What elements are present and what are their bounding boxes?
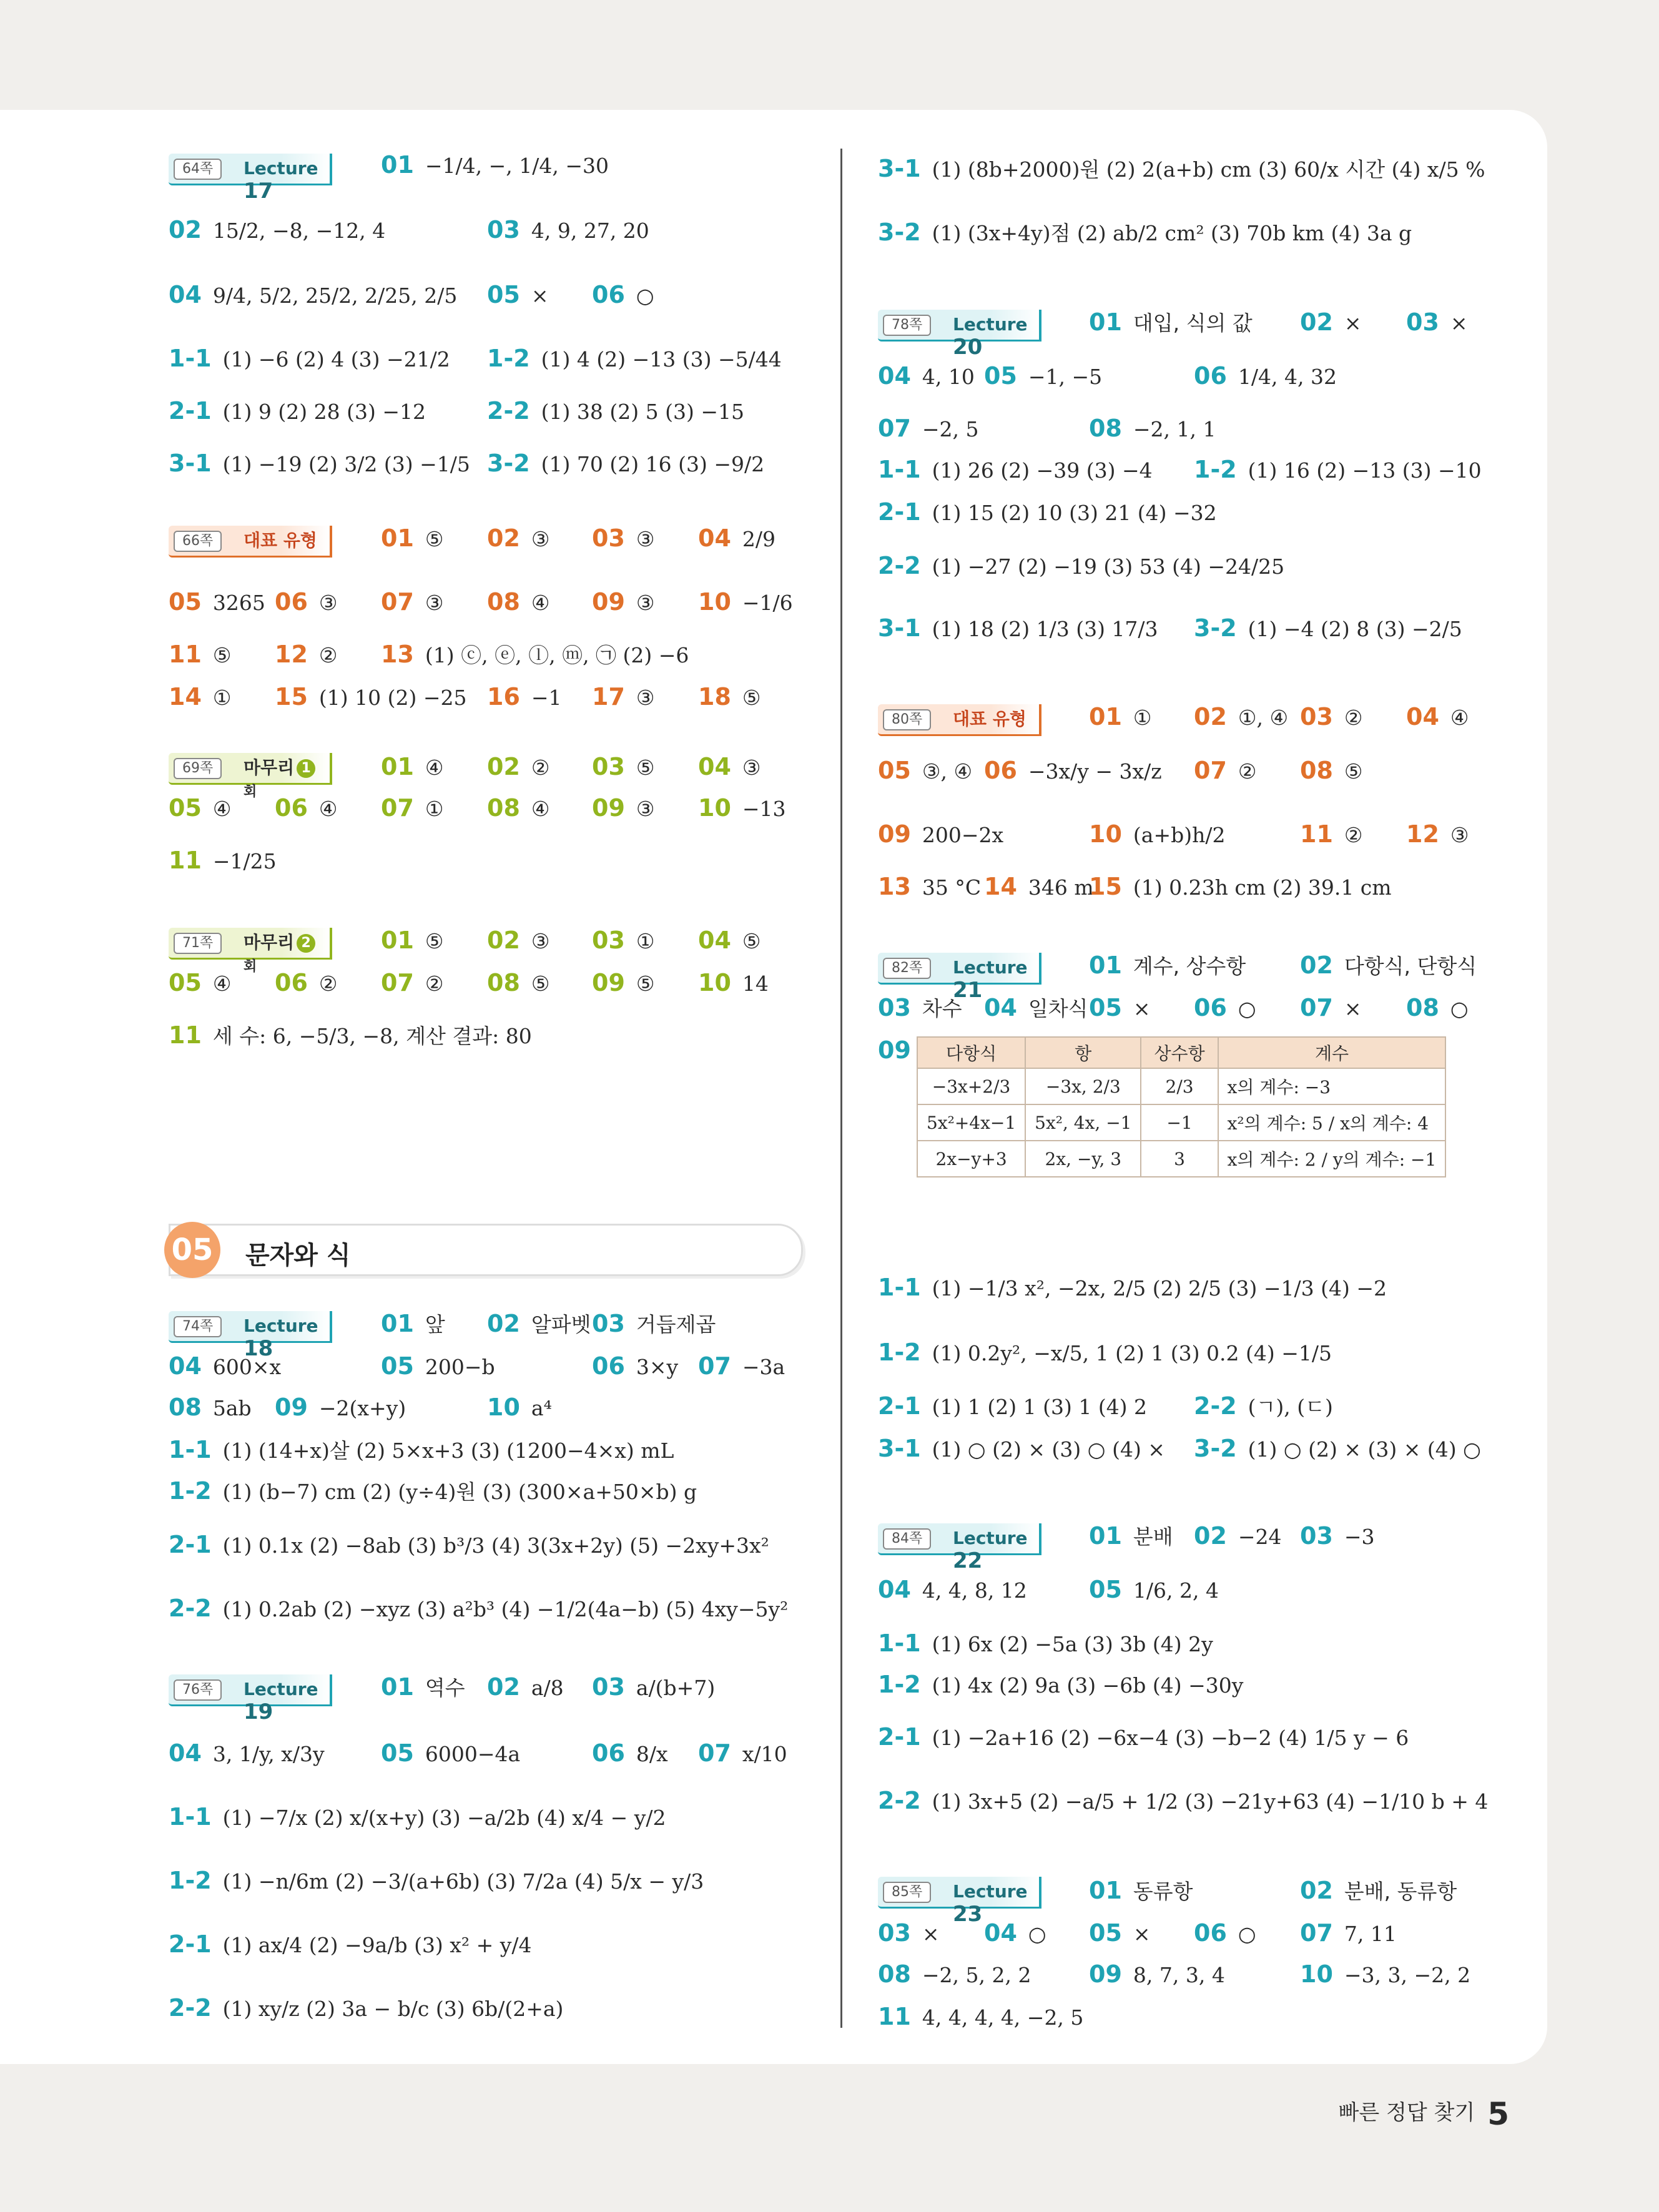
lecture-number: 17 bbox=[244, 179, 273, 204]
lecture-number: 20 bbox=[953, 335, 983, 360]
answer-item: 3-1 (1) (8b+2000)원 (2) 2(a+b) cm (3) 60/x 시간 (4) x/5 % bbox=[878, 155, 1485, 182]
answer-item: 1-1 (1) 6x (2) −5a (3) 3b (4) 2y bbox=[878, 1630, 1213, 1657]
table-cell: x²의 계수: 5 / x의 계수: 4 bbox=[1218, 1104, 1446, 1141]
page-ref: 64쪽 bbox=[174, 159, 222, 180]
answer-item: 07 ① bbox=[381, 794, 444, 822]
answer-item: 15 (1) 0.23h cm (2) 39.1 cm bbox=[1089, 873, 1392, 900]
answer-item: 05 6000−4a bbox=[381, 1739, 521, 1767]
lecture-label: Lecture bbox=[244, 1679, 318, 1699]
lecture-label: Lecture bbox=[953, 957, 1028, 978]
answer-item: 05 −1, −5 bbox=[984, 362, 1103, 390]
answer-item: 02 × bbox=[1300, 308, 1362, 336]
answer-item: 04 ⑤ bbox=[698, 927, 761, 954]
page-ref: 76쪽 bbox=[174, 1679, 222, 1701]
answer-item: 04 3, 1/y, x/3y bbox=[169, 1739, 325, 1767]
answer-item: 10 (a+b)h/2 bbox=[1089, 820, 1226, 848]
answer-item: 05 1/6, 2, 4 bbox=[1089, 1576, 1219, 1603]
answer-item: 1-1 (1) −6 (2) 4 (3) −21/2 bbox=[169, 345, 450, 372]
answer-item: 3-1 (1) −19 (2) 3/2 (3) −1/5 bbox=[169, 450, 470, 477]
answer-item: 01 앞 bbox=[381, 1310, 445, 1337]
answer-item: 11 4, 4, 4, 4, −2, 5 bbox=[878, 2003, 1084, 2030]
answer-item: 2-2 (1) xy/z (2) 3a − b/c (3) 6b/(2+a) bbox=[169, 1994, 564, 2022]
footer-label: 빠른 정답 찾기 bbox=[1338, 2100, 1475, 2125]
answer-item: 06 ○ bbox=[1194, 1919, 1256, 1947]
header-terms: 항 bbox=[1025, 1037, 1141, 1068]
answer-item: 07 7, 11 bbox=[1300, 1919, 1397, 1947]
answer-item: 10 a⁴ bbox=[487, 1394, 552, 1421]
chapter-number: 05 bbox=[164, 1222, 220, 1278]
lecture-21-tag bbox=[878, 953, 1041, 1003]
answer-item: 02 다항식, 단항식 bbox=[1300, 951, 1477, 979]
answer-item: 09 8, 7, 3, 4 bbox=[1089, 1960, 1225, 1988]
answer-item: 09 ③ bbox=[592, 588, 655, 616]
answer-item: 2-2 (1) 3x+5 (2) −a/5 + 1/2 (3) −21y+63 (4) −1/10 b + 4 bbox=[878, 1787, 1489, 1814]
table-cell: x의 계수: −3 bbox=[1218, 1068, 1446, 1104]
lecture-number: 22 bbox=[953, 1548, 983, 1573]
header-constant: 상수항 bbox=[1141, 1037, 1218, 1068]
answer-item: 05 × bbox=[487, 281, 549, 308]
answer-item: 07 −2, 5 bbox=[878, 415, 979, 442]
answer-item: 2-1 (1) 9 (2) 28 (3) −12 bbox=[169, 397, 426, 425]
polynomial-table bbox=[917, 1036, 1446, 1177]
answer-item: 03 × bbox=[1406, 308, 1468, 336]
answer-item: 2-2 (1) 0.2ab (2) −xyz (3) a²b³ (4) −1/2(4a−b) (5) 4xy−5y² bbox=[169, 1595, 789, 1622]
answer-item: 10 −1/6 bbox=[698, 588, 793, 616]
lecture-19-tag bbox=[169, 1674, 332, 1724]
answer-item: 08 −2, 5, 2, 2 bbox=[878, 1960, 1031, 1988]
answer-item: 02 ①, ④ bbox=[1194, 703, 1289, 730]
answer-item: 09 bbox=[878, 1036, 911, 1064]
answer-item: 10 −3, 3, −2, 2 bbox=[1300, 1960, 1471, 1988]
answer-item: 01 ⑤ bbox=[381, 927, 444, 954]
answer-item: 07 x/10 bbox=[698, 1739, 787, 1767]
answer-item: 3-2 (1) −4 (2) 8 (3) −2/5 bbox=[1194, 614, 1462, 642]
table-cell: 2x, −y, 3 bbox=[1025, 1141, 1141, 1177]
answer-item: 06 8/x bbox=[592, 1739, 668, 1767]
table-cell: −3x+2/3 bbox=[917, 1068, 1025, 1104]
page-ref: 85쪽 bbox=[883, 1882, 931, 1903]
chapter-title: 문자와 식 bbox=[245, 1241, 351, 1270]
answer-item: 06 ○ bbox=[1194, 994, 1256, 1021]
table-row bbox=[917, 1104, 1445, 1141]
page-ref: 84쪽 bbox=[883, 1528, 931, 1550]
rep-type-66-tag bbox=[169, 526, 332, 558]
answer-item: 03 ③ bbox=[592, 524, 655, 552]
answer-item: 04 ③ bbox=[698, 753, 761, 780]
answer-item: 1-2 (1) (b−7) cm (2) (y÷4)원 (3) (300×a+50×b) g bbox=[169, 1477, 697, 1505]
chapter-header bbox=[169, 1224, 803, 1276]
answer-item: 1-1 (1) 26 (2) −39 (3) −4 bbox=[878, 456, 1153, 483]
answer-item: 09 200−2x bbox=[878, 820, 1004, 848]
answer-item: 04 9/4, 5/2, 25/2, 2/25, 2/5 bbox=[169, 281, 458, 308]
answer-item: 3-2 (1) 70 (2) 16 (3) −9/2 bbox=[487, 450, 765, 477]
answer-item: 08 ④ bbox=[487, 588, 550, 616]
answer-item: 06 ② bbox=[275, 969, 338, 996]
round-badge: 1 bbox=[297, 759, 315, 778]
answer-item: 12 ③ bbox=[1406, 820, 1469, 848]
table-cell: 2/3 bbox=[1141, 1068, 1218, 1104]
answer-item: 11 ② bbox=[1300, 820, 1363, 848]
round-suffix: 회 bbox=[244, 959, 257, 975]
answer-item: 11 세 수: 6, −5/3, −8, 계산 결과: 80 bbox=[169, 1021, 532, 1049]
page-number: 5 bbox=[1487, 2095, 1509, 2132]
table-cell: −3x, 2/3 bbox=[1025, 1068, 1141, 1104]
answer-item: 07 ② bbox=[1194, 757, 1257, 784]
answer-item: 2-1 (1) −2a+16 (2) −6x−4 (3) −b−2 (4) 1/5 y − 6 bbox=[878, 1723, 1409, 1751]
page-ref: 69쪽 bbox=[174, 758, 222, 779]
answer-item: 02 ③ bbox=[487, 524, 550, 552]
lecture-23-tag bbox=[878, 1877, 1041, 1927]
answer-item: 08 ○ bbox=[1406, 994, 1469, 1021]
page-ref: 80쪽 bbox=[883, 709, 931, 730]
answer-item: 11 −1/25 bbox=[169, 847, 277, 874]
answer-item: 05 3265 bbox=[169, 588, 265, 616]
answer-item: 02 15/2, −8, −12, 4 bbox=[169, 216, 386, 243]
answer-item: 03 × bbox=[878, 1919, 940, 1947]
section-label: 대표 유형 bbox=[244, 530, 317, 551]
answer-item: 02 ③ bbox=[487, 927, 550, 954]
lecture-label: Lecture bbox=[244, 1315, 318, 1336]
answer-item: 10 −13 bbox=[698, 794, 786, 822]
answer-item: 04 일차식 bbox=[984, 994, 1088, 1021]
lecture-label: Lecture bbox=[953, 1528, 1028, 1548]
answer-item: 10 14 bbox=[698, 969, 769, 996]
answer-item: 05 ④ bbox=[169, 969, 232, 996]
answer-item: 02 a/8 bbox=[487, 1673, 564, 1701]
answer-item: 2-1 (1) 1 (2) 1 (3) 1 (4) 2 bbox=[878, 1392, 1148, 1420]
answer-item: 2-1 (1) 0.1x (2) −8ab (3) b³/3 (4) 3(3x+2y) (5) −2xy+3x² bbox=[169, 1531, 769, 1558]
answer-item: 14 346 m bbox=[984, 873, 1094, 900]
answer-item: 08 −2, 1, 1 bbox=[1089, 415, 1216, 442]
answer-item: 09 −2(x+y) bbox=[275, 1394, 406, 1421]
answer-item: 03 −3 bbox=[1300, 1522, 1375, 1550]
round-suffix: 회 bbox=[244, 784, 257, 800]
answer-item: 3-1 (1) 18 (2) 1/3 (3) 17/3 bbox=[878, 614, 1158, 642]
answer-item: 01 동류항 bbox=[1089, 1877, 1193, 1904]
rep-type-80-tag bbox=[878, 704, 1041, 736]
answer-item: 3-2 (1) ○ (2) × (3) × (4) ○ bbox=[1194, 1435, 1481, 1462]
answer-item: 01 ④ bbox=[381, 753, 444, 780]
answer-item: 03 a/(b+7) bbox=[592, 1673, 716, 1701]
answer-item: 01 −1/4, −, 1/4, −30 bbox=[381, 151, 609, 179]
table-cell: 5x²+4x−1 bbox=[917, 1104, 1025, 1141]
answer-item: 02 분배, 동류항 bbox=[1300, 1877, 1457, 1904]
answer-item: 02 −24 bbox=[1194, 1522, 1282, 1550]
answer-item: 1-2 (1) 4 (2) −13 (3) −5/44 bbox=[487, 345, 782, 372]
table-row bbox=[917, 1068, 1445, 1104]
answer-item: 01 역수 bbox=[381, 1673, 465, 1701]
page-ref: 82쪽 bbox=[883, 958, 931, 979]
answer-item: 1-1 (1) (14+x)살 (2) 5×x+3 (3) (1200−4×x) mL bbox=[169, 1436, 674, 1463]
answer-item: 13 35 °C bbox=[878, 873, 982, 900]
lecture-label: Lecture bbox=[244, 158, 318, 179]
lecture-22-tag bbox=[878, 1523, 1041, 1573]
table-row bbox=[917, 1141, 1445, 1177]
page-ref: 74쪽 bbox=[174, 1316, 222, 1337]
answer-item: 2-2 (1) −27 (2) −19 (3) 53 (4) −24/25 bbox=[878, 552, 1285, 579]
lecture-label: Lecture bbox=[953, 1881, 1028, 1902]
answer-item: 02 알파벳 bbox=[487, 1310, 591, 1337]
section-label: 마무리 bbox=[244, 757, 295, 778]
answer-item: 05 × bbox=[1089, 1919, 1151, 1947]
final-2-tag bbox=[169, 928, 332, 975]
answer-item: 07 × bbox=[1300, 994, 1362, 1021]
header-polynomial: 다항식 bbox=[917, 1037, 1025, 1068]
answer-item: 16 −1 bbox=[487, 683, 562, 710]
answer-item: 1-2 (1) 16 (2) −13 (3) −10 bbox=[1194, 456, 1482, 483]
answer-item: 06 3×y bbox=[592, 1352, 679, 1380]
answer-item: 2-2 (1) 38 (2) 5 (3) −15 bbox=[487, 397, 744, 425]
answer-item: 04 600×x bbox=[169, 1352, 282, 1380]
table-cell: 3 bbox=[1141, 1141, 1218, 1177]
answer-item: 15 (1) 10 (2) −25 bbox=[275, 683, 467, 710]
answer-item: 04 4, 10 bbox=[878, 362, 975, 390]
answer-item: 03 ② bbox=[1300, 703, 1363, 730]
answer-item: 04 ○ bbox=[984, 1919, 1046, 1947]
answer-item: 2-1 (1) 15 (2) 10 (3) 21 (4) −32 bbox=[878, 498, 1217, 526]
lecture-18-tag bbox=[169, 1311, 332, 1361]
table-cell: −1 bbox=[1141, 1104, 1218, 1141]
section-label: 대표 유형 bbox=[953, 709, 1026, 729]
answer-item: 3-2 (1) (3x+4y)점 (2) ab/2 cm² (3) 70b km (4) 3a g bbox=[878, 219, 1412, 246]
answer-item: 04 2/9 bbox=[698, 524, 775, 552]
answer-item: 18 ⑤ bbox=[698, 683, 761, 710]
answer-item: 04 4, 4, 8, 12 bbox=[878, 1576, 1027, 1603]
answer-item: 05 ③, ④ bbox=[878, 757, 973, 784]
answer-item: 07 ③ bbox=[381, 588, 444, 616]
final-1-tag bbox=[169, 753, 332, 800]
answer-item: 3-1 (1) ○ (2) × (3) ○ (4) × bbox=[878, 1435, 1165, 1462]
lecture-number: 18 bbox=[244, 1336, 273, 1361]
answer-item: 04 ④ bbox=[1406, 703, 1469, 730]
answer-item: 12 ② bbox=[275, 641, 338, 668]
answer-item: 01 대입, 식의 값 bbox=[1089, 308, 1253, 336]
lecture-number: 23 bbox=[953, 1902, 983, 1927]
answer-item: 03 ① bbox=[592, 927, 655, 954]
answer-item: 01 ① bbox=[1089, 703, 1152, 730]
answer-item: 08 5ab bbox=[169, 1394, 252, 1421]
answer-item: 03 ⑤ bbox=[592, 753, 655, 780]
table-cell: 2x−y+3 bbox=[917, 1141, 1025, 1177]
answer-item: 08 ④ bbox=[487, 794, 550, 822]
section-label: 마무리 bbox=[244, 932, 295, 953]
header-coefficient: 계수 bbox=[1218, 1037, 1446, 1068]
answer-item: 05 200−b bbox=[381, 1352, 495, 1380]
table-cell: x의 계수: 2 / y의 계수: −1 bbox=[1218, 1141, 1446, 1177]
answer-item: 06 −3x/y − 3x/z bbox=[984, 757, 1162, 784]
answer-item: 09 ⑤ bbox=[592, 969, 655, 996]
page-ref: 71쪽 bbox=[174, 933, 222, 954]
answer-item: 08 ⑤ bbox=[487, 969, 550, 996]
table-cell: 5x², 4x, −1 bbox=[1025, 1104, 1141, 1141]
answer-item: 17 ③ bbox=[592, 683, 655, 710]
answer-item: 1-2 (1) 4x (2) 9a (3) −6b (4) −30y bbox=[878, 1671, 1244, 1698]
lecture-number: 19 bbox=[244, 1699, 273, 1724]
answer-item: 03 거듭제곱 bbox=[592, 1310, 716, 1337]
lecture-17-tag bbox=[169, 154, 332, 204]
answer-item: 1-2 (1) −n/6m (2) −3/(a+6b) (3) 7/2a (4) 5/x − y/3 bbox=[169, 1867, 704, 1894]
answer-item: 03 4, 9, 27, 20 bbox=[487, 216, 649, 243]
round-badge: 2 bbox=[297, 934, 315, 953]
lecture-label: Lecture bbox=[953, 314, 1028, 335]
answer-item: 01 계수, 상수항 bbox=[1089, 951, 1246, 979]
answer-item: 06 ○ bbox=[592, 281, 654, 308]
page-ref: 66쪽 bbox=[174, 531, 222, 552]
answer-item: 1-1 (1) −1/3 x², −2x, 2/5 (2) 2/5 (3) −1/3 (4) −2 bbox=[878, 1274, 1387, 1301]
answer-item: 05 × bbox=[1089, 994, 1151, 1021]
answer-item: 05 ④ bbox=[169, 794, 232, 822]
answer-item: 2-1 (1) ax/4 (2) −9a/b (3) x² + y/4 bbox=[169, 1930, 532, 1958]
page-ref: 78쪽 bbox=[883, 315, 931, 336]
answer-item: 13 (1) ⓒ, ⓔ, ⓛ, ⓜ, ㉠ (2) −6 bbox=[381, 641, 689, 668]
answer-item: 1-1 (1) −7/x (2) x/(x+y) (3) −a/2b (4) x/4 − y/2 bbox=[169, 1803, 666, 1831]
answer-item: 2-2 (ㄱ), (ㄷ) bbox=[1194, 1392, 1333, 1420]
answer-item: 03 차수 bbox=[878, 994, 962, 1021]
answer-item: 07 −3a bbox=[698, 1352, 785, 1380]
answer-item: 09 ③ bbox=[592, 794, 655, 822]
answer-item: 06 1/4, 4, 32 bbox=[1194, 362, 1337, 390]
answer-item: 06 ④ bbox=[275, 794, 338, 822]
column-divider bbox=[840, 149, 842, 2028]
lecture-number: 21 bbox=[953, 978, 983, 1003]
answer-item: 01 분배 bbox=[1089, 1522, 1173, 1550]
answer-item: 02 ② bbox=[487, 753, 550, 780]
answer-item: 06 ③ bbox=[275, 588, 338, 616]
answer-item: 11 ⑤ bbox=[169, 641, 232, 668]
answer-item: 1-2 (1) 0.2y², −x/5, 1 (2) 1 (3) 0.2 (4) −1/5 bbox=[878, 1339, 1332, 1366]
answer-item: 14 ① bbox=[169, 683, 232, 710]
answer-item: 08 ⑤ bbox=[1300, 757, 1363, 784]
answer-item: 01 ⑤ bbox=[381, 524, 444, 552]
answer-item: 07 ② bbox=[381, 969, 444, 996]
page-footer bbox=[1339, 2095, 1509, 2132]
lecture-20-tag bbox=[878, 310, 1041, 360]
